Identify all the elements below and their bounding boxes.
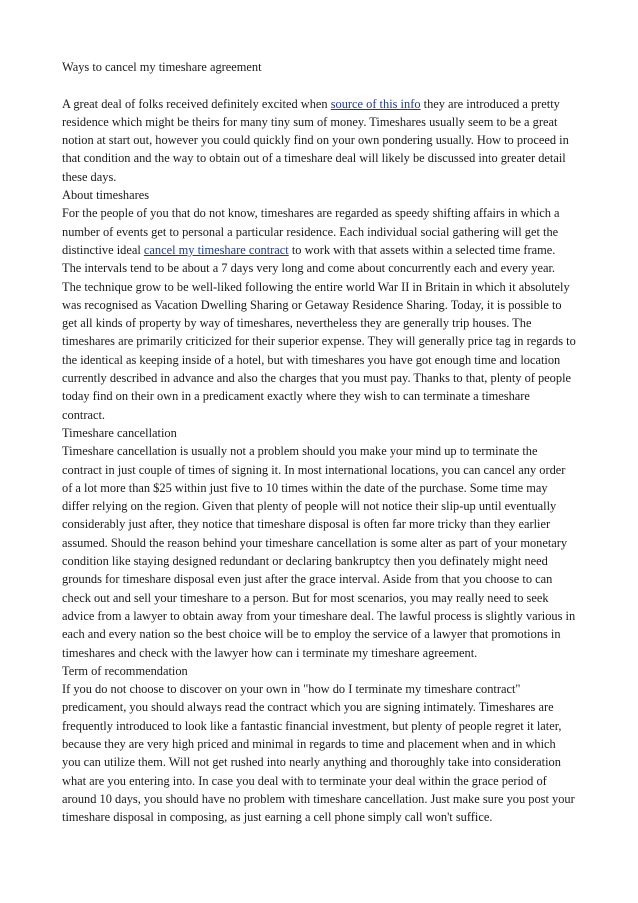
section-heading-about-timeshares: About timeshares: [62, 188, 150, 203]
document-title: Ways to cancel my timeshare agreement: [62, 60, 262, 74]
about-text-after-link: to work with that assets within a selected time frame. The intervals tend to be about a 7 days very long and come about concurrently each and every year. The technique grow to be well-liked following the entire world War II in Britain in which it absolutely was recognised as Vacation Dwelling Sharing or Getaway Residence Sharing. Today, it is possible to get all kinds of property by way of timeshares, nevertheless they are generally trip houses. The timeshares are primarily criticized for their superior expense. They will generally price tag in regards to the identical as keeping inside of a hotel, but with timeshares you have got enough time and location currently described in advance and also the charges that you must pay. Thanks to that, plenty of people today find on their own in a predicament exactly where they wish to can terminate a timeshare contract.: [62, 242, 576, 422]
section-heading-cancellation: Timeshare cancellation: [62, 425, 177, 440]
about-timeshares-paragraph: [62, 204, 576, 424]
document-page: [62, 58, 576, 826]
intro-paragraph: [62, 95, 576, 186]
section-heading-recommendation: Term of recommendation: [62, 663, 188, 678]
intro-text-after-link: they are introduced a pretty residence which might be theirs for many tiny sum of money. Timeshares usually seem to be a great notion at start out, however you could quickly find on your own pondering usually. How to proceed in that condition and the way to obtain out of a timeshare deal will likely be discussed into greater detail these days.: [62, 96, 569, 184]
cancellation-paragraph: Timeshare cancellation is usually not a problem should you make your mind up to terminate the contract in just couple of times of signing it. In most international locations, you can cancel any order of a lot more than $25 within just five to 10 times within the date of the purchase. Some time may differ relying on the region. Given that plenty of people will not notice their slip-up until eventually considerably just after, they notice that timeshare disposal is often far more tricky than they earlier assumed. Should the reason behind your timeshare cancellation is some alter as part of your monetary condition like staying designed redundant or declaring bankruptcy then you definately might need grounds for timeshare disposal even just after the grace interval. Aside from that you choose to can check out and sell your timeshare to a person. But for most scenarios, you may really need to seek advice from a lawyer to obtain away from your timeshare deal. The lawful process is slightly various in each and every nation so the best choice will be to employ the service of a lawyer that promotions in timeshares and check with the lawyer how can i terminate my timeshare agreement.: [62, 444, 576, 660]
recommendation-paragraph: If you do not choose to discover on your own in "how do I terminate my timeshare contract" predicament, you should always read the contract which you are signing intimately. Timeshares are frequently introduced to look like a fantastic financial investment, but plenty of people regret it later, because they are very high priced and minimal in regards to time and placement when and in which you can utilize them. Will not get rushed into nearly anything and thoroughly take into consideration what are you entering into. In case you deal with to terminate your deal within the grace period of around 10 days, you should have no problem with timeshare cancellation. Just make sure you post your timeshare disposal in composing, as just earning a cell phone simply call won't suffice.: [62, 682, 575, 825]
source-info-link[interactable]: source of this info: [330, 96, 421, 111]
intro-text-before-link: A great deal of folks received definitely excited when: [62, 96, 331, 111]
about-text-before-link: For the people of you that do not know, timeshares are regarded as speedy shifting affairs in which a number of events get to personal a particular residence. Each individual social gathering will get the distinctive ideal: [62, 206, 560, 257]
cancel-contract-link[interactable]: cancel my timeshare contract: [143, 242, 289, 257]
